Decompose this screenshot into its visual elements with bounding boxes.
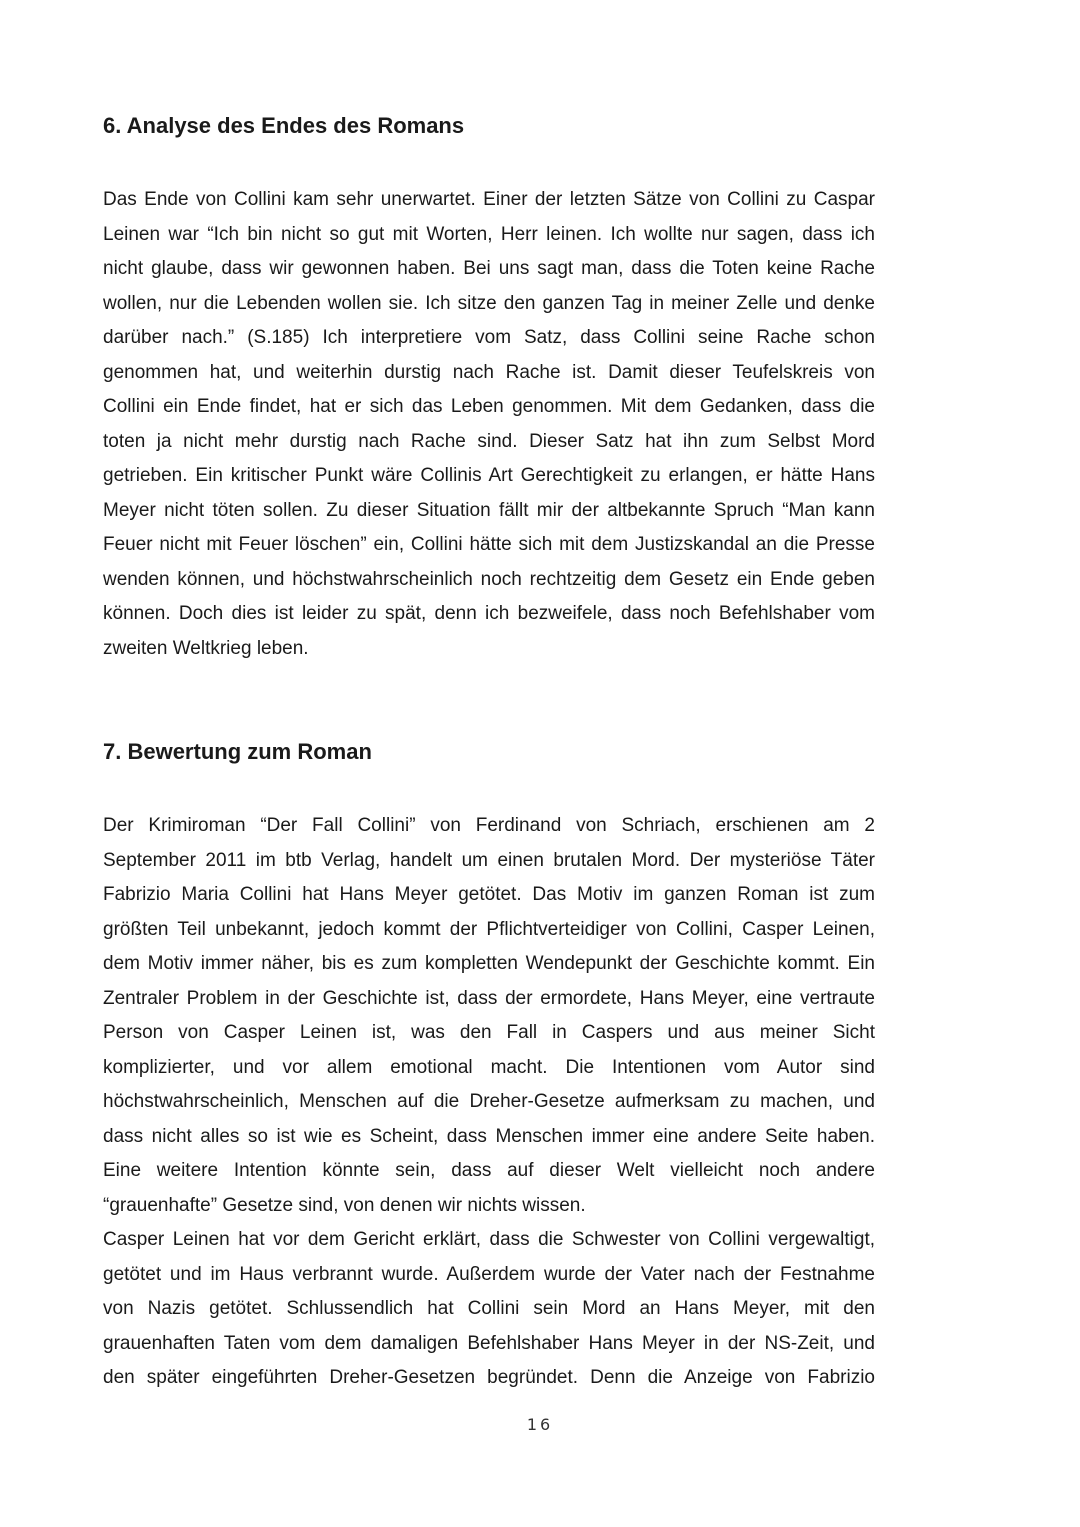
text-line: darüber nach.” (S.185) Ich interpretiere vom Satz, dass Collini seine Rache schon: [103, 327, 875, 348]
text-line: getötet und im Haus verbrannt wurde. Außerdem wurde der Vater nach der Festnahme: [103, 1263, 875, 1285]
text-line: dem Motiv immer näher, bis es zum kompletten Wendepunkt der Geschichte kommt. Ein: [103, 953, 875, 974]
text-line: Leinen war “Ich bin nicht so gut mit Worten, Herr leinen. Ich wollte nur sagen, dass ich: [103, 223, 875, 245]
section-6-heading: 6. Analyse des Endes des Romans: [103, 113, 465, 138]
text-line: wollen, nur die Lebenden wollen sie. Ich sitze den ganzen Tag in meiner Zelle und denke: [103, 292, 875, 314]
text-line: komplizierter, und vor allem emotional macht. Die Intentionen vom Autor sind: [103, 1056, 875, 1078]
text-line: Feuer nicht mit Feuer löschen” ein, Collini hätte sich mit dem Justizskandal an die Presse: [103, 534, 875, 555]
text-line: Person von Casper Leinen ist, was den Fall in Caspers und aus meiner Sicht: [103, 1022, 875, 1043]
section-7-paragraph: [103, 809, 875, 1396]
page-number: 16: [526, 1415, 554, 1434]
text-line: genommen hat, und weiterhin durstig nach Rache ist. Damit dieser Teufelskreis von: [103, 361, 875, 383]
text-line: größten Teil unbekannt, jedoch kommt der Pflichtverteidiger von Collini, Casper Leinen,: [103, 918, 875, 940]
text-line: den später eingeführten Dreher-Gesetzen begründet. Denn die Anzeige von Fabrizio: [103, 1367, 875, 1388]
text-line: Collini ein Ende findet, hat er sich das Leben genommen. Mit dem Gedanken, dass die: [103, 396, 875, 417]
text-line: Das Ende von Collini kam sehr unerwartet. Einer der letzten Sätze von Collini zu Caspar: [103, 189, 875, 210]
text-line: zweiten Weltkrieg leben.: [103, 637, 309, 659]
text-line: Fabrizio Maria Collini hat Hans Meyer getötet. Das Motiv im ganzen Roman ist zum: [103, 884, 875, 905]
text-line: Casper Leinen hat vor dem Gericht erklärt, dass die Schwester von Collini vergewaltigt,: [103, 1229, 875, 1250]
text-line: toten ja nicht mehr durstig nach Rache sind. Dieser Satz hat ihn zum Selbst Mord: [103, 430, 875, 452]
text-line: Meyer nicht töten sollen. Zu dieser Situation fällt mir der altbekannte Spruch “Man kann: [103, 499, 875, 521]
text-line: Zentraler Problem in der Geschichte ist, dass der ermordete, Hans Meyer, eine vertraute: [103, 987, 875, 1009]
text-line: wenden können, und höchstwahrscheinlich noch rechtzeitig dem Gesetz ein Ende geben: [103, 568, 875, 590]
text-line: Der Krimiroman “Der Fall Collini” von Ferdinand von Schriach, erschienen am 2: [103, 815, 875, 836]
text-line: grauenhaften Taten vom dem damaligen Befehlshaber Hans Meyer in der NS-Zeit, und: [103, 1332, 875, 1354]
text-line: dass nicht alles so ist wie es Scheint, dass Menschen immer eine andere Seite haben.: [103, 1125, 875, 1147]
text-line: von Nazis getötet. Schlussendlich hat Collini sein Mord an Hans Meyer, mit den: [103, 1298, 875, 1319]
text-line: getrieben. Ein kritischer Punkt wäre Collinis Art Gerechtigkeit zu erlangen, er hätte Hans: [103, 465, 875, 486]
text-line: nicht glaube, dass wir gewonnen haben. Bei uns sagt man, dass die Toten keine Rache: [103, 258, 875, 279]
text-line: Eine weitere Intention könnte sein, dass auf dieser Welt vielleicht noch andere: [103, 1160, 875, 1181]
text-line: können. Doch dies ist leider zu spät, denn ich bezweifele, dass noch Befehlshaber vom: [103, 603, 875, 624]
text-line: “grauenhafte” Gesetze sind, von denen wir nichts wissen.: [103, 1194, 586, 1216]
section-7-heading: 7. Bewertung zum Roman: [103, 739, 372, 764]
text-line: September 2011 im btb Verlag, handelt um einen brutalen Mord. Der mysteriöse Täter: [103, 849, 875, 871]
text-line: höchstwahrscheinlich, Menschen auf die Dreher-Gesetze aufmerksam zu machen, und: [103, 1091, 875, 1112]
section-6-paragraph: [103, 183, 875, 666]
